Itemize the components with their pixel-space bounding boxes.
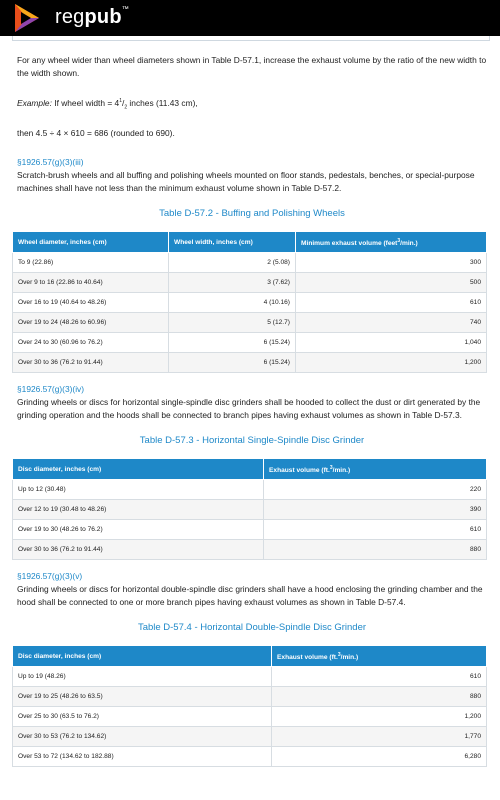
- table-row: Over 12 to 19 (30.48 to 48.26) 390: [13, 500, 487, 520]
- table-header-row: [13, 646, 487, 667]
- example-result: then 4.5 ÷ 4 × 610 = 686 (rounded to 690).: [17, 128, 175, 139]
- table-row: Up to 12 (30.48) 220: [13, 480, 487, 500]
- table-row: Over 30 to 53 (76.2 to 134.62) 1,770: [13, 727, 487, 747]
- table-row: Over 53 to 72 (134.62 to 182.88) 6,280: [13, 747, 487, 767]
- table-d57-3: [12, 458, 487, 560]
- table-caption-d57-3: Table D-57.3 - Horizontal Single-Spindle Disc Grinder: [139, 435, 365, 447]
- table-row: Over 24 to 30 (60.96 to 76.2) 6 (15.24) 1,040: [13, 333, 487, 353]
- brand-name[interactable]: regpub™: [55, 6, 129, 28]
- column-header: Disc diameter, inches (cm): [13, 646, 272, 667]
- table-row: To 9 (22.86) 2 (5.08) 300: [13, 253, 487, 273]
- table-row: Over 19 to 30 (48.26 to 76.2) 610: [13, 520, 487, 540]
- top-header: [0, 0, 500, 36]
- table-row: Up to 19 (48.26) 610: [13, 667, 487, 687]
- table-row: Over 25 to 30 (63.5 to 76.2) 1,200: [13, 707, 487, 727]
- section-link-g3iv[interactable]: §1926.57(g)(3)(iv): [17, 384, 85, 395]
- example-paragraph: Example: If wheel width = $4^1/_2$ inches (11.43 cm),: [17, 97, 198, 111]
- regpub-logo-icon[interactable]: [12, 2, 42, 34]
- table-row: Over 30 to 36 (76.2 to 91.44) 6 (15.24) 1,200: [13, 353, 487, 373]
- section-text-g3iv: Grinding wheels or discs for horizontal single-spindle disc grinders shall be hooded to collect the dust or dirt generated by the grinding operation and the hoods shall be connected to branch pipes having exhaust volumes as shown in Table D-57.3.: [17, 397, 481, 421]
- table-d57-4: [12, 645, 487, 767]
- table-row: Over 19 to 24 (48.26 to 60.96) 5 (12.7) 740: [13, 313, 487, 333]
- main-content: [17, 54, 487, 767]
- column-header: Exhaust volume (ft.$^3$/min.): [264, 459, 487, 480]
- table-d57-2: [12, 231, 487, 373]
- table-caption-d57-4: Table D-57.4 - Horizontal Double-Spindle Disc Grinder: [137, 622, 367, 634]
- section-text-g3iii: Scratch-brush wheels and all buffing and polishing wheels mounted on floor stands, pedestals, benches, or special-purpose machines shall have not less than the minimum exhaust volume shown in Table D-57.2.: [17, 170, 475, 194]
- column-header: Wheel width, inches (cm): [169, 232, 296, 253]
- table-header-row: [13, 232, 487, 253]
- table-header-row: [13, 459, 487, 480]
- section-text-g3v: Grinding wheels or discs for horizontal double-spindle disc grinders shall have a hood enclosing the grinding chamber and the hood shall be connected to one or more branch pipes having exhaust volumes as shown in Table D-57.4.: [17, 584, 483, 608]
- column-header: Exhaust volume (ft.$^3$/min.): [272, 646, 487, 667]
- table-caption-d57-2: Table D-57.2 - Buffing and Polishing Wheels: [159, 208, 345, 220]
- table-row: Over 9 to 16 (22.86 to 40.64) 3 (7.62) 500: [13, 273, 487, 293]
- table-row: Over 30 to 36 (76.2 to 91.44) 880: [13, 540, 487, 560]
- table-row: Over 19 to 25 (48.26 to 63.5) 880: [13, 687, 487, 707]
- column-header: Disc diameter, inches (cm): [13, 459, 264, 480]
- column-header: Wheel diameter, inches (cm): [13, 232, 169, 253]
- column-header: Minimum exhaust volume (feet$^3$/min.): [296, 232, 487, 253]
- wheel-width-paragraph: For any wheel wider than wheel diameters shown in Table D-57.1, increase the exhaust volume by the ratio of the new width to the width shown.: [17, 55, 487, 78]
- section-link-g3iii[interactable]: §1926.57(g)(3)(iii): [17, 157, 84, 168]
- section-link-g3v[interactable]: §1926.57(g)(3)(v): [17, 571, 83, 582]
- table-row: Over 16 to 19 (40.64 to 48.26) 4 (10.16) 610: [13, 293, 487, 313]
